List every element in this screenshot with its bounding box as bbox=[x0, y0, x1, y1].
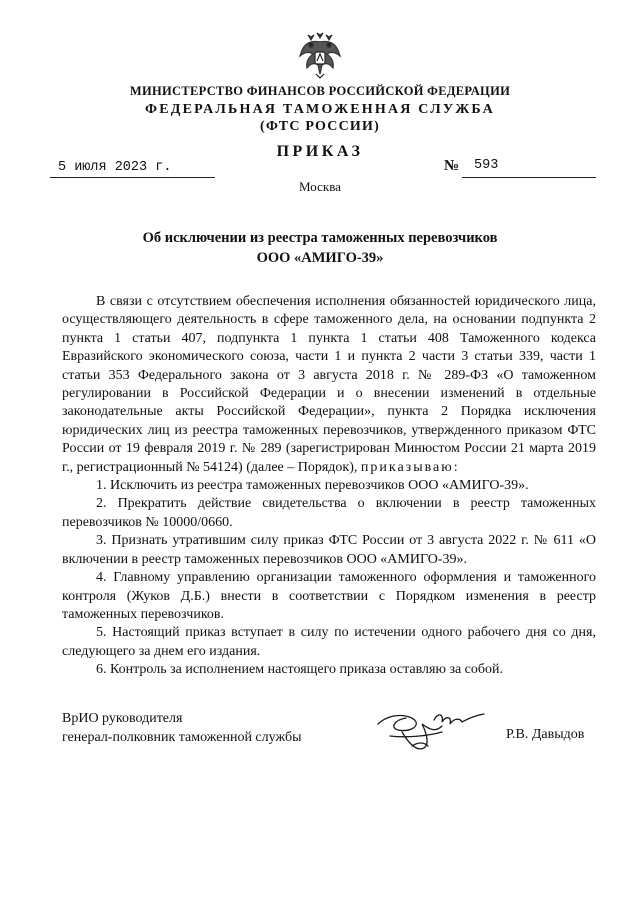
order-date: 5 июля 2023 г. bbox=[58, 160, 172, 175]
signer-position-1: ВрИО руководителя bbox=[62, 711, 183, 726]
state-emblem-icon bbox=[297, 30, 343, 80]
order-item-6: 6. Контроль за исполнением настоящего приказа оставляю за собой. bbox=[96, 662, 504, 678]
city: Москва bbox=[299, 179, 341, 194]
order-item-5: 5. Настоящий приказ вступает в силу по истечении одного рабочего дня со дня, следующего за днем его издания. bbox=[62, 625, 596, 659]
preamble bbox=[62, 293, 596, 477]
handwritten-signature bbox=[372, 702, 490, 758]
preamble-text: В связи с отсутствием обеспечения исполнения обязанностей юридического лица, осуществляющего деятельность в сфере таможенного дела, на основании подпункта 2 пункта 1 статьи 407, подпункта 1 пункта 1 статьи 408 Таможенного кодекса Евразийского экономического союза, части 1 и пункта 2 части 3 статьи 339, части 1 статьи 353 Федерального закона от 3 августа 2018 г. № 289-ФЗ «О таможенном регулировании в Российской Федерации и о внесении изменений в отдельные законодательные акты Российской Федерации», пункта 2 Порядка исключения юридических лиц из реестра таможенных перевозчиков, утвержденного приказом ФТС России от 19 февраля 2019 г. № 289 (зарегистрирован Минюстом России 21 марта 2019 г., регистрационный № 54124) (далее – Порядок), bbox=[62, 294, 596, 475]
subject-line-1: Об исключении из реестра таможенных перевозчиков bbox=[142, 230, 498, 246]
order-body bbox=[62, 293, 596, 680]
subject-line-2: ООО «АМИГО-39» bbox=[256, 250, 384, 266]
signer-position-2: генерал-полковник таможенной службы bbox=[62, 730, 302, 745]
order-item-4: 4. Главному управлению организации таможенного оформления и таможенного контроля (Жуков Д.Б.) внести в соответствии с Порядком изменения в реестр таможенных перевозчиков. bbox=[62, 570, 596, 622]
service-short-name: (ФТС РОССИИ) bbox=[260, 119, 380, 134]
ministry-name: МИНИСТЕРСТВО ФИНАНСОВ РОССИЙСКОЙ ФЕДЕРАЦИИ bbox=[129, 84, 511, 98]
order-item-3: 3. Признать утратившим силу приказ ФТС России от 3 августа 2022 г. № 611 «О включении в реестр таможенных перевозчиков ООО «АМИГО-39». bbox=[62, 533, 596, 567]
order-item-1: 1. Исключить из реестра таможенных перевозчиков ООО «АМИГО-39». bbox=[96, 478, 529, 494]
order-word: приказываю: bbox=[360, 459, 460, 475]
order-number: 593 bbox=[474, 158, 499, 173]
signer-name: Р.В. Давыдов bbox=[506, 727, 585, 742]
document-type: ПРИКАЗ bbox=[276, 143, 364, 160]
number-label: № bbox=[444, 158, 460, 174]
order-item-2: 2. Прекратить действие свидетельства о включении в реестр таможенных перевозчиков № 10000/0660. bbox=[62, 496, 596, 530]
service-name: ФЕДЕРАЛЬНАЯ ТАМОЖЕННАЯ СЛУЖБА bbox=[145, 102, 495, 117]
